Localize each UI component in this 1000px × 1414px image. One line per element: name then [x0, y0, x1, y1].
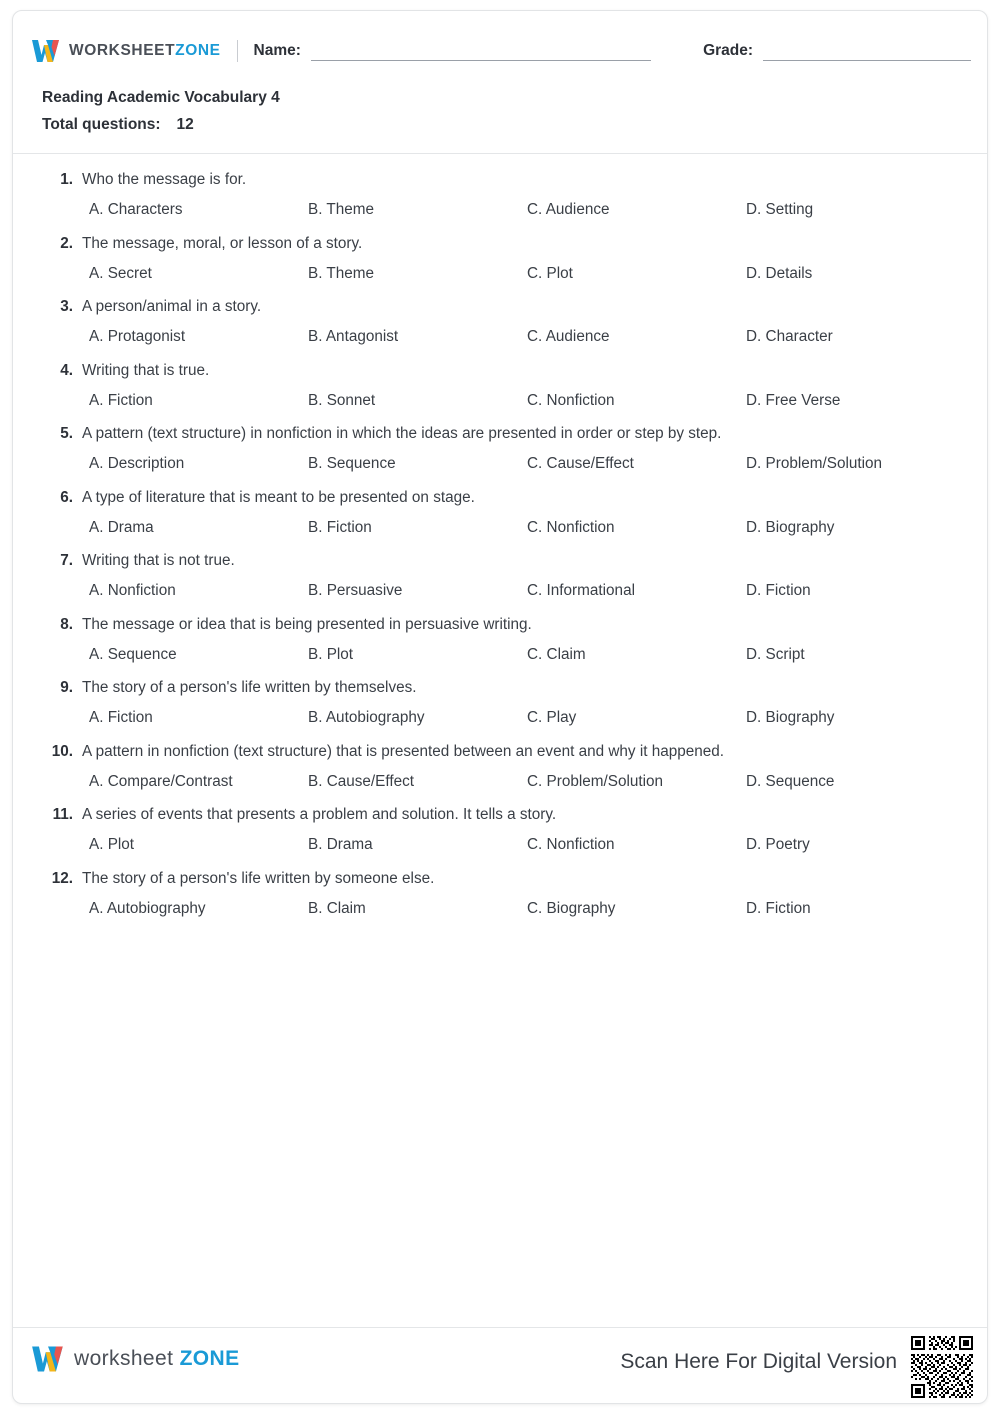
- question-item: [41, 679, 959, 727]
- question-number: 7.: [60, 552, 73, 569]
- option-d[interactable]: D. Setting: [746, 201, 814, 218]
- option-b[interactable]: B. Sequence: [308, 455, 396, 472]
- question-options: [89, 201, 959, 219]
- question-options: [89, 392, 959, 410]
- option-b[interactable]: B. Plot: [308, 645, 354, 663]
- option-c[interactable]: C. Audience: [527, 328, 610, 345]
- option-a[interactable]: A. Description: [89, 455, 185, 472]
- question-number: 11.: [52, 806, 73, 823]
- question-text: A type of literature that is meant to be presented on stage.: [82, 488, 475, 506]
- footer-word-worksheet: worksheet: [74, 1347, 174, 1370]
- question-text: The story of a person's life written by someone else.: [82, 869, 435, 887]
- option-b[interactable]: B. Antagonist: [308, 328, 399, 345]
- footer-word-zone: ZONE: [179, 1347, 240, 1370]
- question-options: [89, 646, 959, 664]
- question-text: A pattern in nonfiction (text structure) that is presented between an event and why it happened.: [82, 742, 725, 760]
- question-item: [41, 489, 959, 537]
- question-text: Who the message is for.: [82, 171, 247, 188]
- option-a[interactable]: A. Fiction: [89, 391, 153, 409]
- question-item: [41, 552, 959, 600]
- worksheet-header: [13, 11, 987, 143]
- option-d[interactable]: D. Character: [746, 328, 833, 345]
- option-a[interactable]: A. Autobiography: [89, 899, 206, 917]
- option-d[interactable]: D. Free Verse: [746, 391, 841, 409]
- option-c[interactable]: C. Claim: [527, 645, 586, 663]
- name-input-line[interactable]: [311, 41, 651, 61]
- question-number: 12.: [51, 869, 73, 887]
- option-d[interactable]: D. Biography: [746, 518, 835, 536]
- question-number: 5.: [60, 425, 73, 442]
- option-c[interactable]: C. Problem/Solution: [527, 772, 664, 790]
- question-options: [89, 328, 959, 346]
- option-c[interactable]: C. Cause/Effect: [527, 455, 634, 472]
- qr-code[interactable]: [909, 1334, 975, 1400]
- question-text: A pattern (text structure) in nonfiction in which the ideas are presented in order or step by step.: [82, 425, 722, 442]
- footer-wordmark: [74, 1347, 240, 1371]
- worksheet-title-block: [42, 89, 280, 134]
- footer-logo: [31, 1344, 240, 1374]
- question-options: [89, 519, 959, 537]
- option-a[interactable]: A. Drama: [89, 518, 154, 536]
- option-b[interactable]: B. Claim: [308, 899, 366, 917]
- option-d[interactable]: D. Sequence: [746, 772, 835, 790]
- question-options: [89, 709, 959, 727]
- question-options: [89, 773, 959, 791]
- question-text: A series of events that presents a problem and solution. It tells a story.: [82, 806, 557, 823]
- worksheet-footer: [13, 1327, 987, 1403]
- option-a[interactable]: A. Protagonist: [89, 328, 186, 345]
- option-b[interactable]: B. Sonnet: [308, 391, 376, 409]
- option-c[interactable]: C. Audience: [527, 201, 610, 218]
- scan-instruction: Scan Here For Digital Version: [620, 1350, 897, 1373]
- question-item: [41, 298, 959, 346]
- option-c[interactable]: C. Nonfiction: [527, 836, 615, 853]
- option-b[interactable]: B. Cause/Effect: [308, 772, 415, 790]
- question-text: The message or idea that is being presented in persuasive writing.: [82, 615, 532, 633]
- question-options: [89, 582, 959, 600]
- w-logo-icon: [31, 1344, 65, 1374]
- w-logo-icon: [31, 38, 61, 64]
- header-identity-row: [31, 31, 971, 71]
- question-number: 6.: [60, 488, 73, 506]
- option-a[interactable]: A. Fiction: [89, 709, 153, 726]
- question-item: [41, 425, 959, 473]
- option-c[interactable]: C. Nonfiction: [527, 391, 615, 409]
- question-number: 2.: [60, 234, 73, 252]
- option-c[interactable]: C. Informational: [527, 582, 635, 599]
- question-options: [89, 836, 959, 854]
- question-item: [41, 362, 959, 410]
- logo-word-zone: ZONE: [175, 42, 221, 59]
- question-number: 8.: [60, 615, 73, 633]
- worksheet-title: Reading Academic Vocabulary 4: [42, 89, 280, 106]
- option-c[interactable]: C. Play: [527, 709, 577, 726]
- question-options: [89, 265, 959, 283]
- question-number: 4.: [60, 361, 73, 379]
- option-a[interactable]: A. Secret: [89, 264, 152, 282]
- option-a[interactable]: A. Sequence: [89, 645, 177, 663]
- question-options: [89, 900, 959, 918]
- option-d[interactable]: D. Details: [746, 264, 813, 282]
- question-number: 3.: [60, 298, 73, 315]
- option-b[interactable]: B. Theme: [308, 201, 375, 218]
- option-d[interactable]: D. Poetry: [746, 836, 810, 853]
- question-number: 9.: [60, 679, 73, 696]
- option-d[interactable]: D. Fiction: [746, 899, 811, 917]
- question-item: [41, 235, 959, 283]
- option-d[interactable]: D. Biography: [746, 709, 835, 726]
- name-label: Name:: [253, 42, 301, 59]
- option-d[interactable]: D. Problem/Solution: [746, 455, 883, 472]
- total-questions-label: Total questions:: [42, 116, 161, 133]
- option-c[interactable]: C. Biography: [527, 899, 616, 917]
- option-c[interactable]: C. Plot: [527, 264, 573, 282]
- option-a[interactable]: A. Characters: [89, 201, 183, 218]
- question-text: The story of a person's life written by themselves.: [82, 679, 417, 696]
- logo-wordmark: [69, 42, 221, 60]
- question-text: A person/animal in a story.: [82, 298, 262, 315]
- question-list: [13, 171, 987, 933]
- question-item: [41, 743, 959, 791]
- option-b[interactable]: B. Persuasive: [308, 582, 403, 599]
- worksheet-zone-logo: [31, 38, 221, 64]
- question-text: The message, moral, or lesson of a story.: [82, 234, 363, 252]
- option-d[interactable]: D. Script: [746, 645, 805, 663]
- question-text: Writing that is not true.: [82, 552, 235, 569]
- option-a[interactable]: A. Nonfiction: [89, 582, 176, 599]
- question-item: [41, 806, 959, 854]
- option-a[interactable]: A. Plot: [89, 836, 135, 853]
- option-b[interactable]: B. Theme: [308, 264, 375, 282]
- question-number: 10.: [51, 742, 73, 760]
- question-item: [41, 616, 959, 664]
- option-d[interactable]: D. Fiction: [746, 582, 811, 599]
- header-divider: [237, 40, 238, 62]
- question-item: [41, 870, 959, 918]
- option-b[interactable]: B. Drama: [308, 836, 373, 853]
- question-item: [41, 171, 959, 219]
- question-number: 1.: [60, 171, 73, 188]
- total-questions: [42, 116, 280, 134]
- question-text: Writing that is true.: [82, 361, 210, 379]
- option-b[interactable]: B. Autobiography: [308, 709, 425, 726]
- grade-input-line[interactable]: [763, 41, 971, 61]
- question-options: [89, 455, 959, 473]
- total-questions-count: 12: [176, 116, 194, 133]
- option-a[interactable]: A. Compare/Contrast: [89, 772, 233, 790]
- option-b[interactable]: B. Fiction: [308, 518, 372, 536]
- grade-label: Grade:: [703, 42, 754, 59]
- header-rule: [13, 153, 987, 154]
- logo-word-worksheet: WORKSHEET: [69, 42, 176, 59]
- worksheet-sheet: [12, 10, 988, 1404]
- option-c[interactable]: C. Nonfiction: [527, 518, 615, 536]
